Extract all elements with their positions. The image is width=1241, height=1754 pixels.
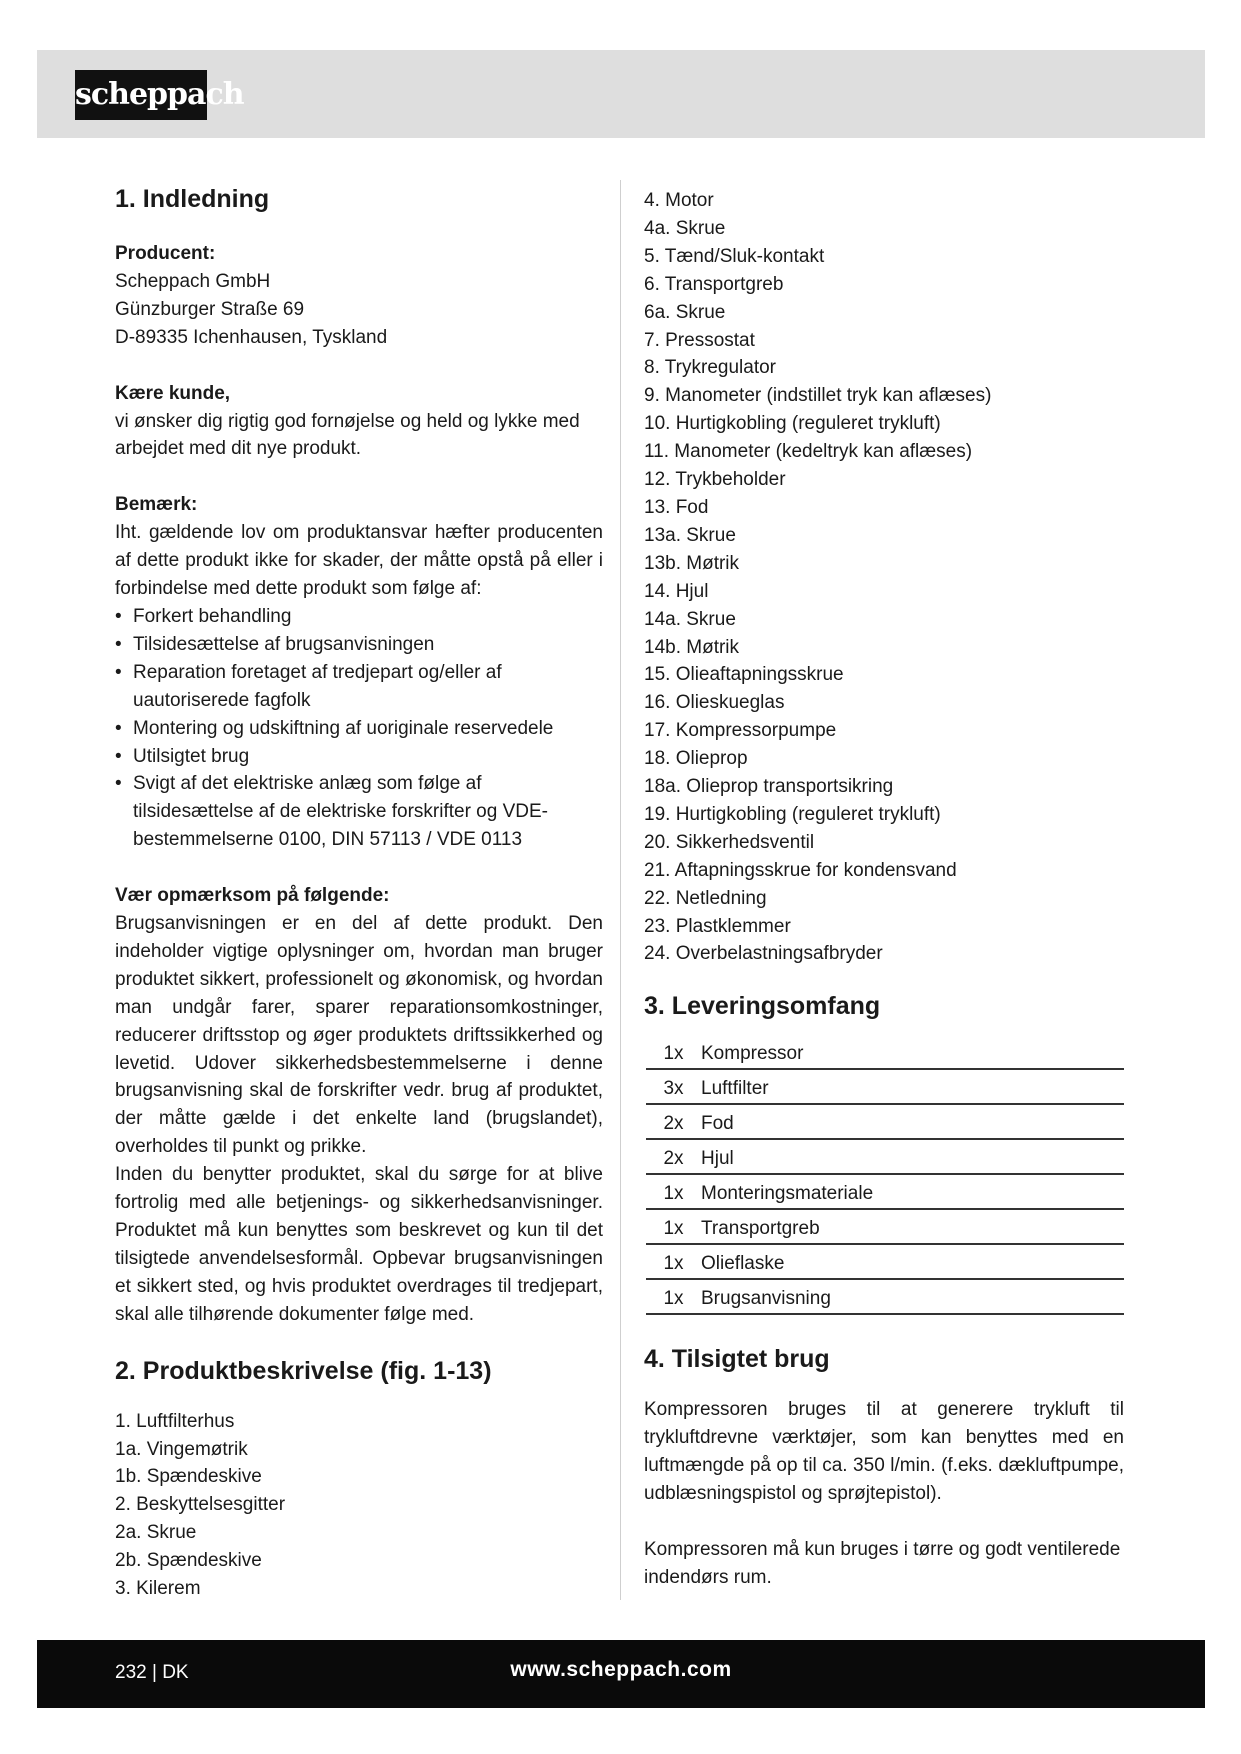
qty-cell: 1x [646, 1174, 701, 1209]
table-row [646, 1209, 1124, 1244]
list-item: 17. Kompressorpumpe [644, 720, 837, 742]
qty-cell: 1x [646, 1209, 701, 1244]
page-number: 232 | DK [115, 1662, 189, 1683]
list-item: • Utilsigtet brug [115, 743, 603, 771]
item-cell: Hjul [701, 1139, 1124, 1174]
note-label: Bemærk: [115, 494, 198, 516]
item-cell: Fod [701, 1104, 1124, 1139]
table-row [646, 1279, 1124, 1314]
attention-text: Brugsanvisningen er en del af dette produkt. Den indeholder vigtige oplysninger om, hvordan man bruger produktet sikkert, professionelt og økonomisk, og hvordan man undgår farer, sparer reparationsomkostninger, reducerer driftsstop og øger produktets driftssikkerhed og levetid. Udover sikkerhedsbestemmelserne i denne brugsanvisning skal de forskrifter vedr. brug af produktet, der måtte gælde i det enkelte land (brugslandet), overholdes til punkt og prikke. [115, 913, 603, 1158]
parts-list-left [115, 1408, 603, 1603]
list-item: 13b. Møtrik [644, 552, 740, 574]
list-item: • Forkert behandling [115, 603, 603, 631]
item-cell: Olieflaske [701, 1244, 1124, 1279]
website-link[interactable]: www.scheppach.com [510, 1658, 732, 1681]
page-footer [37, 1640, 1205, 1708]
list-item: • Svigt af det elektriske anlæg som følge af tilsidesættelse af de elektriske forskrifter og VDE-bestemmelserne 0100, DIN 57113 / VDE 0113 [115, 770, 603, 854]
table-row [646, 1139, 1124, 1174]
list-item: 2a. Skrue [115, 1522, 197, 1544]
list-item: 7. Pressostat [644, 329, 755, 351]
list-item: 18a. Olieprop transportsikring [644, 776, 894, 798]
list-item: 14b. Møtrik [644, 636, 740, 658]
scheppach-logo: scheppach [75, 70, 207, 120]
column-divider [620, 180, 621, 1600]
left-column [115, 183, 603, 1603]
list-item: 13. Fod [644, 496, 709, 518]
qty-cell: 3x [646, 1069, 701, 1104]
list-item: 20. Sikkerhedsventil [644, 831, 815, 853]
list-item: 6. Transportgreb [644, 273, 784, 295]
qty-cell: 1x [646, 1244, 701, 1279]
list-item: 1. Luftfilterhus [115, 1410, 235, 1432]
list-item: 23. Plastklemmer [644, 915, 791, 937]
list-item: 4. Motor [644, 190, 714, 211]
note-bullet-list [115, 603, 603, 854]
table-row [646, 1104, 1124, 1139]
table-row [646, 1069, 1124, 1104]
list-item: 4a. Skrue [644, 217, 726, 239]
parts-list-right [644, 187, 1124, 968]
qty-cell: 2x [646, 1139, 701, 1174]
list-item: 8. Trykregulator [644, 357, 776, 379]
intended-use-text: Kompressoren bruges til at generere trykluft til trykluftdrevne værktøjer, som kan benyttes med en luftmængde på op til ca. 350 l/min. (f.eks. dækluftpumpe, udblæsningspistol og sprøjtepistol). [644, 1399, 1124, 1505]
list-item: 5. Tænd/Sluk-kontakt [644, 245, 825, 267]
qty-cell: 1x [646, 1279, 701, 1314]
list-item: 15. Olieaftapningsskrue [644, 664, 844, 686]
list-item: 10. Hurtigkobling (reguleret trykluft) [644, 413, 941, 435]
right-column [644, 187, 1124, 1592]
list-item: 16. Olieskueglas [644, 692, 785, 714]
section-2-title: 2. Produktbeskrivelse (fig. 1-13) [115, 1356, 492, 1385]
list-item: 21. Aftapningsskrue for kondensvand [644, 859, 957, 881]
list-item: 1b. Spændeskive [115, 1466, 262, 1488]
attention-text: Inden du benytter produktet, skal du sørge for at blive fortrolig med alle betjenings- og sikkerhedsanvisninger. Produktet må kun benyttes som beskrevet og kun til det tilsigtede anvendelsesformål. Opbevar brugsanvisningen et sikkert sted, og hvis produktet overdrages til tredjepart, skal alle tilhørende dokumenter følge med. [115, 1164, 603, 1325]
qty-cell: 1x [646, 1035, 701, 1069]
item-cell: Transportgreb [701, 1209, 1124, 1244]
section-4-title: 4. Tilsigtet brug [644, 1345, 830, 1374]
section-1-title: 1. Indledning [115, 185, 270, 213]
section-3-title: 3. Leveringsomfang [644, 992, 881, 1021]
producer-label: Producent: [115, 243, 216, 264]
list-item: 2b. Spændeskive [115, 1550, 262, 1572]
list-item: 9. Manometer (indstillet tryk kan aflæses) [644, 385, 992, 407]
list-item: 1a. Vingemøtrik [115, 1438, 248, 1460]
note-text: Iht. gældende lov om produktansvar hæfter producenten af dette produkt ikke for skader, der måtte opstå på eller i forbindelse med dette produkt som følge af: [115, 522, 603, 600]
table-row [646, 1174, 1124, 1209]
list-item: • Tilsidesættelse af brugsanvisningen [115, 631, 603, 659]
attention-label: Vær opmærksom på følgende: [115, 885, 390, 907]
producer-line: Günzburger Straße 69 [115, 298, 305, 320]
item-cell: Kompressor [701, 1035, 1124, 1069]
list-item: 11. Manometer (kedeltryk kan aflæses) [644, 441, 973, 463]
qty-cell: 2x [646, 1104, 701, 1139]
greeting-label: Kære kunde, [115, 382, 231, 404]
list-item: 6a. Skrue [644, 301, 726, 323]
producer-line: Scheppach GmbH [115, 270, 271, 292]
table-row [646, 1035, 1124, 1069]
producer-line: D-89335 Ichenhausen, Tyskland [115, 326, 388, 348]
list-item: 14a. Skrue [644, 608, 736, 630]
list-item: 19. Hurtigkobling (reguleret trykluft) [644, 803, 941, 825]
list-item: 24. Overbelastningsafbryder [644, 943, 883, 965]
list-item: 14. Hjul [644, 580, 709, 602]
page-header [37, 50, 1205, 138]
delivery-scope-table [646, 1035, 1124, 1315]
list-item: 12. Trykbeholder [644, 469, 786, 491]
item-cell: Monteringsmateriale [701, 1174, 1124, 1209]
intended-use-text: Kompressoren må kun bruges i tørre og godt ventilerede indendørs rum. [644, 1539, 1121, 1588]
item-cell: Luftfilter [701, 1069, 1124, 1104]
list-item: 13a. Skrue [644, 524, 736, 546]
greeting-text: vi ønsker dig rigtig god fornøjelse og held og lykke med arbejdet med dit nye produkt. [115, 410, 580, 460]
table-row [646, 1244, 1124, 1279]
list-item: • Reparation foretaget af tredjepart og/eller af uautoriserede fagfolk [115, 659, 603, 715]
list-item: 3. Kilerem [115, 1578, 201, 1600]
list-item: 2. Beskyttelsesgitter [115, 1494, 286, 1516]
item-cell: Brugsanvisning [701, 1279, 1124, 1314]
list-item: 22. Netledning [644, 887, 767, 909]
list-item: • Montering og udskiftning af uoriginale reservedele [115, 715, 603, 743]
list-item: 18. Olieprop [644, 748, 748, 770]
